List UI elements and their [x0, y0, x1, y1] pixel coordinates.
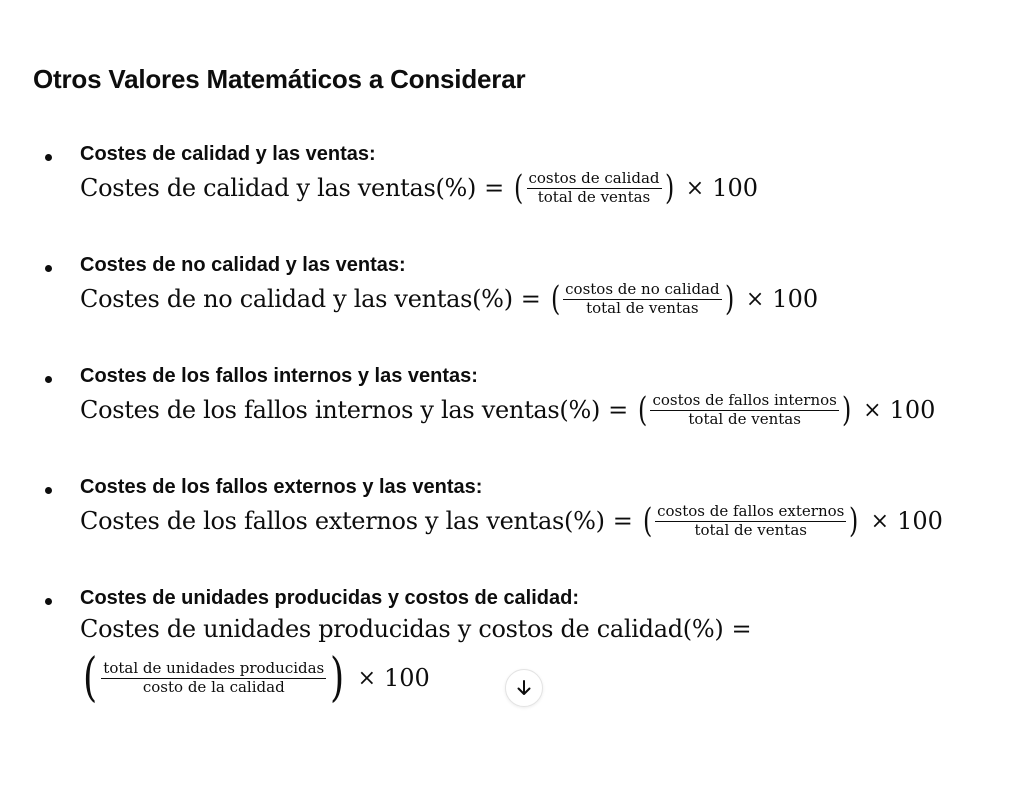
multiplier: 100	[772, 285, 819, 314]
times-sign: ×	[870, 508, 890, 534]
right-paren: )	[841, 390, 852, 431]
denominator: total de ventas	[537, 187, 651, 206]
item-title: Costes de calidad y las ventas:	[80, 143, 376, 165]
numerator: costos de fallos externos	[657, 502, 845, 520]
equals-sign: =	[484, 174, 505, 203]
bullet	[45, 376, 52, 383]
arrow-down-icon	[514, 678, 534, 698]
bullet	[45, 265, 52, 272]
multiplier: 100	[712, 174, 759, 203]
item-title: Costes de no calidad y las ventas:	[80, 254, 406, 276]
denominator: costo de la calidad	[142, 677, 285, 696]
formula	[80, 168, 759, 209]
denominator: total de ventas	[688, 409, 801, 428]
multiplier: 100	[384, 664, 430, 692]
left-paren: (	[83, 648, 98, 708]
right-paren: )	[664, 168, 674, 209]
left-paren: (	[514, 168, 524, 209]
fraction	[101, 658, 326, 696]
item-title: Costes de los fallos internos y las ventas:	[80, 365, 478, 387]
bullet	[45, 598, 52, 605]
equals-sign: =	[612, 507, 633, 536]
formula	[80, 501, 943, 542]
fraction	[563, 282, 721, 317]
right-paren: )	[849, 501, 859, 542]
left-paren: (	[638, 390, 648, 431]
formula-lhs: Costes de calidad y las ventas(%)	[80, 174, 477, 203]
numerator: costos de fallos internos	[652, 391, 837, 409]
formula	[80, 390, 936, 431]
fraction	[655, 504, 846, 539]
denominator: total de ventas	[586, 298, 699, 317]
equals-sign: =	[520, 285, 541, 314]
left-paren: (	[550, 279, 561, 320]
multiplier: 100	[897, 507, 943, 536]
numerator: total de unidades producidas	[103, 658, 325, 677]
numerator: costos de no calidad	[565, 280, 720, 298]
formula-continuation	[80, 648, 430, 708]
times-sign: ×	[357, 665, 376, 691]
formula	[80, 615, 760, 643]
fraction	[650, 393, 838, 428]
equals-sign: =	[731, 615, 752, 643]
numerator: costos de calidad	[528, 169, 660, 187]
formula	[80, 279, 819, 320]
bullet	[45, 487, 52, 494]
item-title: Costes de los fallos externos y las ventas:	[80, 476, 483, 498]
denominator: total de ventas	[694, 520, 807, 539]
right-paren: )	[724, 279, 734, 320]
formula-lhs: Costes de los fallos externos y las ventas(%)	[80, 507, 605, 536]
times-sign: ×	[745, 286, 765, 312]
section-heading: Otros Valores Matemáticos a Considerar	[33, 64, 526, 94]
formula-lhs: Costes de unidades producidas y costos de calidad(%)	[80, 615, 724, 643]
equals-sign: =	[608, 396, 629, 425]
times-sign: ×	[863, 397, 882, 423]
item-title: Costes de unidades producidas y costos de calidad:	[80, 587, 580, 609]
fraction	[527, 171, 662, 206]
multiplier: 100	[889, 396, 936, 425]
formula-lhs: Costes de no calidad y las ventas(%)	[80, 285, 513, 314]
left-paren: (	[642, 501, 653, 542]
scroll-down-button[interactable]	[505, 669, 543, 707]
times-sign: ×	[685, 175, 705, 201]
bullet	[45, 154, 52, 161]
formula-lhs: Costes de los fallos internos y las ventas(%)	[80, 396, 601, 425]
right-paren: )	[330, 648, 345, 708]
